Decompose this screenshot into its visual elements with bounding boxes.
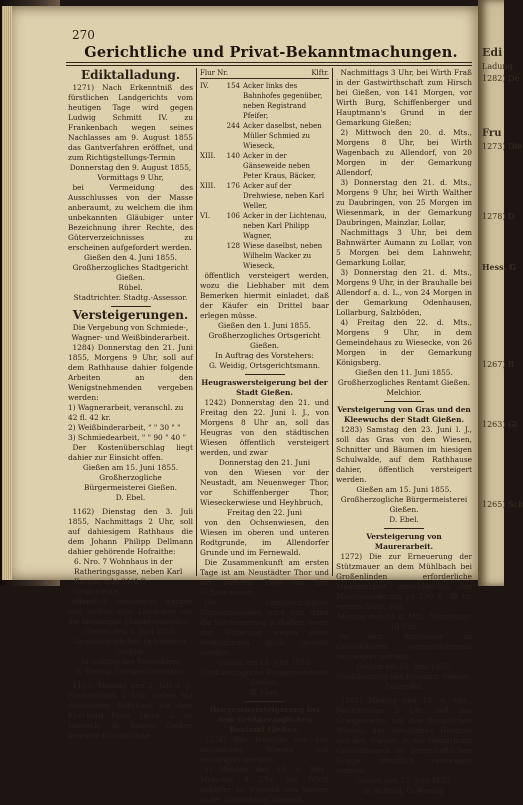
table-cell-klftr: 140: [226, 152, 240, 160]
list-item: 1) Wagnerarbeit, veranschl. zu 42 fl. 42 kr.: [68, 402, 184, 422]
notice-1162-body: öffentlich versteigert werden und wollen sich Liebhaber um die bestimmte Stunde einfinden.: [68, 596, 193, 626]
table-header-flur: Flur Nr.: [200, 69, 229, 77]
notice-1272-body: in dem Rathhause zu Großenlinden wenigstnehmend versteigert werden.: [336, 631, 472, 661]
signature-office: Großherzogliches Kreisamt Gießen.: [336, 671, 472, 681]
section-title-maurer: Versteigerung von Maurerarbeit.: [366, 531, 442, 551]
list-item: 2) Mittwoch den 20. d. Mts., Morgens 8 Uhr, bei Wirth Wagenbach zu Allendorf, von 20 Morgen in der Gemarkung Allendorf,: [336, 128, 472, 177]
notice-separator: [384, 401, 424, 402]
table-cell-flur: XIII.: [200, 182, 216, 190]
signature-office: Großherzogliches Rentamt Gießen.: [337, 378, 471, 387]
section-title-heugras-rentamt: Heugraswersteigerung bei dem Großherzoglichen Rentamt Gießen.: [209, 704, 320, 734]
adjacent-page-text: Ladung.: [482, 62, 516, 71]
signature-name: In Auftrag: G. Weidig.: [363, 785, 445, 795]
notice-separator: [111, 306, 151, 307]
column-2: [200, 68, 329, 804]
notice-1163: 1163) Montag den 2. Juli d. J., Nachmittags 2 Uhr, sollen auf dahiesigem Rathhaus die dem Eberhard Kunz, Jacob G. zu Wieseck, in Belang Gießen liegende Grundstücke: [68, 680, 193, 740]
table-row: [200, 211, 329, 241]
notice-1272: 1272) Die zur Erneuerung der Stützmauer an dem Mühlbach bei Großenlinden erforderliche Maurerarbeit, einschließlich der Materiallieferung zu 290 fl. 39 kr. veranschlagt, soll: [336, 551, 472, 611]
notice-1281: 1281) Montag den 18. d. Mts., Nachmittags 3 Uhr, soll das Grasgewächs auf den fiscalischen Wiesen, das diesjährige Heugras von den Wiesen, in der Gemarkung Großenbuseck im herrschaftlichen Krippe öffentlich versteigert werden.: [336, 695, 472, 775]
table-cell-description: Acker links des Bahnhofes gegenüber, neben Registrand Pfeifer,: [243, 82, 323, 120]
signature-date: Gießen am 11. Juni 1855.: [216, 657, 313, 667]
table-cell-description: Acker in der Lichtenau, neben Karl Philipp Wagner,: [243, 212, 327, 240]
signature-name: Rübel.: [118, 283, 143, 292]
notice-1242-note: Die Großherzogliche Bürgermeisterei wird nur dann die Versteigerung aufheben, wenn der Witterung wegen diese Bedingungen nicht gestellt werden.: [200, 597, 329, 657]
list-item: 1) Montag den 18. d. Mts., Morgens 9 Uhr, bei Wirth Schäffer zu Wieseck von Wiesen in der Gemarkung Wieseck,: [200, 764, 329, 804]
adjacent-page-text: 1282) De: [482, 74, 520, 83]
table-cell-flur: [200, 121, 224, 151]
table-row: [200, 121, 329, 151]
signature-office: Großherzogliches Ortsgericht Gießen.: [208, 331, 321, 350]
adjacent-page-title: Edi: [482, 46, 503, 59]
signature-date: Gießen den 15. Juni 1855.: [355, 775, 453, 785]
notice-1163-body: öffentlich versteigert werden, wozu die Liebhaber mit dem Bemerken hiermit einladet, daß der Käufer ein Drittel baar erlegen müsse.: [200, 271, 329, 320]
table-cell-flur: IV.: [200, 82, 209, 90]
list-item: 4) Freitag den 22. d. Mts., Morgens 9 Uhr, in dem Gemeindehaus zu Wiesecke, von 26 Morgen in der Gemarkung Königsberg.: [336, 318, 472, 367]
signature-office: Großherzogliche Bürgermeisterei Gießen.: [201, 667, 328, 687]
notice-1271-date: Donnerstag den 9. August 1855,: [69, 163, 192, 172]
signature-date: Gießen den 4. Juni 1855.: [83, 253, 178, 262]
page-number: 270: [72, 28, 95, 42]
header-rule-thin: [66, 65, 472, 66]
section-title-ediktalladung: Ediktalladung.: [80, 68, 181, 82]
signature-date: Gießen am 15. Juni 1855.: [356, 661, 452, 671]
list-item: 3) Donnerstag den 21. d. Mts., Morgens 9 Uhr, bei Wirth Walther zu Daubringen, von 25 Morgen im Wiesenmark, in der Gemarkung Daubringen, Mainzlar, Lollar,: [336, 178, 472, 227]
notice-1283: 1283) Samstag den 23. Juni l. J., soll das Gras von den Wiesen, Schnitter und Bäumen im hiesigen Schulwalde, auf dem Rathhause dahier, öffentlich versteigert werden.: [336, 424, 472, 484]
table-cell-flur: XIII.: [200, 152, 216, 160]
notice-1272-date: Montag den 18. d. Mts., Vormittags 10 Uhr,: [337, 611, 471, 631]
notice-1242-meeting: Die Zusammenkunft am ersten Tage ist am Neustädter Thor und am zweiten Tage an den Ochsenwiesen.: [200, 557, 329, 597]
signature-date: Gießen am 15. Juni 1855.: [356, 484, 452, 494]
adjacent-page-edge: [478, 0, 523, 586]
notice-1271: 1271) Nach Erkenntniß des fürstlichen Landgerichts vom heutigen Tage wird gegen Ludwig Schmitt IV. zu Frankenbach wegen seines Nachlasses am 9. August 1855 das Gantverfahren eröffnet, und zum Richtigstellungs-Termin: [68, 83, 193, 162]
list-item: Nachmittags 3 Uhr, bei dem Bahnwärter Aumann zu Lollar, von 5 Morgen bei dem Lahnwehr, Gemarkung Lollar,: [336, 228, 472, 267]
notice-1271-time: Vormittags 9 Uhr,: [97, 173, 164, 182]
newspaper-page: [2, 6, 478, 804]
signature-office: Großherzogliches Ortsgericht Gießen.: [74, 636, 187, 656]
table-cell-klftr: 154: [226, 82, 240, 90]
table-cell-klftr: 244: [226, 122, 240, 130]
page-edges: [2, 6, 12, 580]
table-header: [200, 68, 329, 79]
table-cell-klftr: 106: [226, 212, 240, 220]
signature-date: Gießen den 1. Juni 1855.: [83, 626, 178, 636]
adjacent-page-text: 1267) B: [482, 360, 514, 369]
page-header: Gerichtliche und Privat-Bekanntmachungen.: [84, 44, 458, 61]
notice-separator: [384, 528, 424, 529]
column-divider-2: [332, 68, 333, 576]
signature-titles: Stadtrichter. Stadtg.-Assessor.: [73, 293, 188, 302]
notice-1242-date1: Donnerstag den 21. Juni: [218, 457, 311, 467]
column-1: [68, 68, 193, 740]
notice-1242-day2: von den Ochsenwiesen, den Wiesen im oberen und unteren Rodtgrunde, im Allendorfer Grunde und im Fernewald.: [200, 517, 329, 557]
column-3: [336, 68, 472, 795]
notice-separator: [245, 701, 285, 702]
table-header-klftr: Klftr.: [311, 69, 329, 77]
table-cell-klftr: 128: [226, 242, 240, 250]
section-title-versteigerungen: Versteigerungen.: [72, 307, 189, 322]
signature-name: D. Ebel.: [115, 492, 146, 502]
table-row: [200, 151, 329, 181]
signature-office: Großherzogliches Stadtgericht Gießen.: [72, 263, 189, 282]
subsection-title: Die Vergebung von Schmiede-, Wagner- und Weißbinderarbeit.: [71, 322, 190, 342]
signature-name: D. Ebel.: [389, 514, 419, 524]
notice-1271-body: bei Vermeidung des Ausschlusses von der Masse anberaumt, zu welchem die ihm unbekannten Gläubiger unter Bezeichnung ihrer Rechte, des Güterverzeichnisses zu erscheinen aufgefordert werden.: [68, 183, 193, 252]
table-cell-description: Acker auf der Drehwiese, neben Karl Weller,: [243, 182, 325, 210]
signature-name: D. Ebel.: [249, 687, 280, 697]
adjacent-page-text: 1265) Sch: [482, 500, 523, 509]
table-cell-description: Wiese daselbst, neben Wilhelm Wacker zu Wieseck,: [243, 242, 323, 270]
table-cell-description: Acker daselbst, neben Müller Schmied zu Wieseck,: [243, 122, 322, 150]
signature-office: Großherzogliche Bürgermeisterei Gießen.: [84, 472, 177, 492]
list-item: 2) Weißbinderarbeit, " " 30 " ": [68, 422, 181, 432]
notice-1254: 1254) Das Heugras von den fiscalischen Wiesen soll versteigert werden:: [200, 734, 329, 764]
signature-commission: In Auftrag des Vorstehers:: [81, 656, 180, 666]
table-cell-description: Acker in der Gänseweide neben Peter Kraus, Bäcker,: [243, 152, 316, 180]
signature-name: G. Weidig, Ortsgerichtsmann.: [75, 666, 186, 676]
column-divider-1: [196, 68, 197, 576]
table-cell-flur: VI.: [200, 212, 211, 220]
notice-1284-note: Der Kostenüberschlag liegt dahier zur Einsicht offen.: [68, 442, 193, 462]
section-title-gras: Versteigerung von Gras und den Kleewuchs der Stadt Gießen.: [337, 404, 471, 424]
table-cell-flur: [200, 241, 224, 271]
table-row: [200, 241, 329, 271]
signature-date: Gießen am 15. Juni 1855.: [82, 462, 179, 472]
adjacent-page-title: Fru: [482, 128, 502, 139]
signature-date: Gießen den 1. Juni 1855.: [217, 321, 312, 330]
signature-office: Großherzogliche Bürgermeisterei Gießen.: [340, 494, 468, 514]
table-row: [200, 81, 329, 121]
list-item: 3) Donnerstag den 21. d. Mts., Morgens 9 Uhr, in der Brauhalle bei Allendorf a. d. L., von 24 Morgen in der Gemarkung Odenhausen, Lollarburg, Salzböden,: [336, 268, 472, 317]
adjacent-page-text: 1278) D: [482, 212, 515, 221]
signature-name: Dolzapfel.: [385, 681, 423, 691]
signature-date: Gießen den 11. Juni 1855.: [355, 368, 453, 377]
notice-1162: 1162) Dienstag den 3. Juli 1855, Nachmittags 2 Uhr, soll auf dahiesigem Rathhaus die dem Johann Philipp Dellmann dahier gehörende Hofraithe:: [68, 506, 193, 556]
notice-1242-date2: Freitag den 22. Juni: [226, 507, 303, 517]
adjacent-page-text: 1273) Die: [482, 142, 522, 151]
signature-commission: In Auftrag des Vorstehers:: [215, 351, 314, 360]
notice-1284: 1284) Donnerstag den 21. Juni 1855, Morgens 9 Uhr, soll auf dem Rathhause dahier folgende Arbeiten an den Wenigstnehmenden vergeben werden:: [68, 342, 193, 402]
adjacent-page-title: Hess. G: [482, 262, 517, 272]
table-row: [200, 181, 329, 211]
signature-name: Melchior.: [386, 388, 422, 397]
notice-1254-cont: Nachmittags 3 Uhr, bei Wirth Fraß in der Gastwirthschaft zum Hirsch bei Gießen, von 141 Morgen, vor Wirth Burg, Schiffenberger und Hauptmann's Grund in der Gemarkung Gießen;: [336, 68, 472, 127]
signature-name: G. Weidig, Ortsgerichtsmann.: [209, 361, 320, 370]
notice-1242: 1242) Donnerstag den 21. und Freitag den 22. Juni l. J., von Morgens 8 Uhr an, soll das Heugras von den städtischen Wiesen öffentlich versteigert werden, und zwar: [200, 397, 329, 457]
notice-separator: [245, 374, 285, 375]
adjacent-page-text: 1263) Gi: [482, 420, 517, 429]
section-title-heugras-stadt: Heugraswersteigerung bei der Stadt Gießen.: [201, 377, 328, 397]
header-rule: [66, 62, 472, 63]
list-item: 3) Schmiedearbeit, " " 90 " 40 ": [68, 432, 186, 442]
notice-1242-day1: von den Wiesen vor der Neustadt, am Neuenweger Thor, vor Schiffenberger Thor, Wieseckerwiese und Heyhbruch,: [200, 467, 329, 507]
list-item: 6. Nro. 7 Wohnhaus in der Ratheringsgasse, neben Karl Kaspar, gibt 21/4 fl. Grundrente,: [74, 556, 183, 596]
table-cell-klftr: 176: [226, 182, 240, 190]
